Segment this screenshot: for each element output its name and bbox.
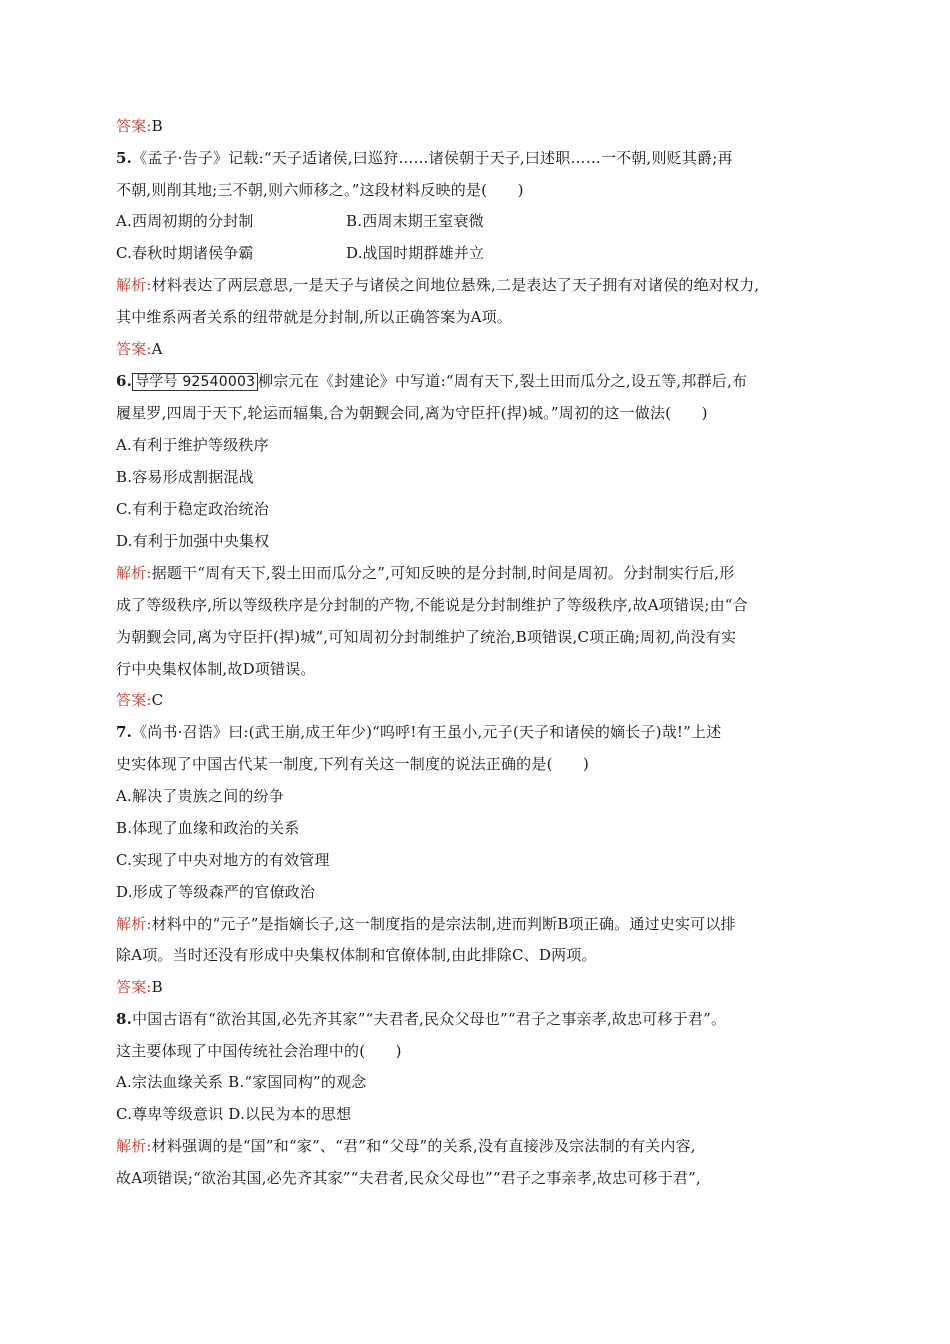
question-8-line-2: 这主要体现了中国传统社会治理中的( ) <box>116 1042 402 1060</box>
guide-number-tag: 导学号 92540003 <box>132 373 258 391</box>
option-b: B.容易形成割据混战 <box>116 468 254 486</box>
analysis-text: 材料强调的是“国”和“家”、“君”和“父母”的关系,没有直接涉及宗法制的有关内容, <box>151 1137 696 1155</box>
answer-label: 答案: <box>116 340 152 358</box>
analysis-line-1 <box>116 913 736 935</box>
question-number: 6. <box>116 372 133 390</box>
analysis-line-1 <box>116 274 759 296</box>
analysis-line-3: 为朝觐会同,离为守臣扞(捍)城”,可知周初分封制维护了统治,B项错误,C项正确;周初,尚没有实 <box>116 628 737 646</box>
analysis-line-1 <box>116 1135 696 1157</box>
analysis-text: 据题干“周有天下,裂土田而瓜分之”,可知反映的是分封制,时间是周初。分封制实行后,形 <box>151 564 735 582</box>
answer-line <box>116 115 163 137</box>
analysis-line-2: 故A项错误;“欲治其国,必先齐其家”“夫君者,民众父母也”“君子之事亲孝,故忠可移于君”, <box>116 1169 701 1187</box>
analysis-line-2: 成了等级秩序,所以等级秩序是分封制的产物,不能说是分封制维护了等级秩序,故A项错误;由“合 <box>116 596 748 614</box>
question-number: 5. <box>116 149 133 167</box>
analysis-line-2: 其中维系两者关系的纽带就是分封制,所以正确答案为A项。 <box>116 308 513 326</box>
question-number: 8. <box>116 1010 133 1028</box>
option-a: A.解决了贵族之间的纷争 <box>116 787 285 805</box>
question-7-line-1 <box>116 721 721 743</box>
question-number: 7. <box>116 723 133 741</box>
answer-value: A <box>151 340 163 358</box>
question-5-line-2: 不朝,则削其地;三不朝,则六师移之。”这段材料反映的是( ) <box>116 181 524 199</box>
option-d: D.形成了等级森严的官僚政治 <box>116 883 316 901</box>
options-row-2: C.尊卑等级意识 D.以民为本的思想 <box>116 1105 352 1123</box>
answer-label: 答案: <box>116 691 152 709</box>
question-5-options-row-2 <box>116 242 816 264</box>
analysis-label: 解析: <box>116 276 152 294</box>
option-d: D.战国时期群雄并立 <box>346 244 485 262</box>
question-8-line-1 <box>116 1008 726 1030</box>
analysis-line-1 <box>116 562 734 584</box>
answer-line <box>116 976 163 998</box>
answer-line <box>116 338 163 360</box>
option-c: C.有利于稳定政治统治 <box>116 500 269 518</box>
answer-line <box>116 689 163 711</box>
option-a: A.有利于维护等级秩序 <box>116 436 269 454</box>
analysis-text: 材料表达了两层意思,一是天子与诸侯之间地位悬殊,二是表达了天子拥有对诸侯的绝对权力, <box>151 276 760 294</box>
option-c: C.春秋时期诸侯争霸 <box>116 244 254 262</box>
question-7-line-2: 史实体现了中国古代某一制度,下列有关这一制度的说法正确的是( ) <box>116 755 590 773</box>
option-d: D.有利于加强中央集权 <box>116 532 270 550</box>
answer-value: C <box>151 691 164 709</box>
question-text: 《孟子·告子》记载:“天子适诸侯,曰巡狩……诸侯朝于天子,曰述职……一不朝,则贬其爵;再 <box>132 149 733 167</box>
analysis-line-4: 行中央集权体制,故D项错误。 <box>116 660 316 678</box>
option-a: A.西周初期的分封制 <box>116 212 254 230</box>
question-5-options-row-1 <box>116 210 816 232</box>
question-6-line-2: 履星罗,四周于天下,轮运而辐集,合为朝觐会同,离为守臣扞(捍)城。”周初的这一做法( ) <box>116 404 708 422</box>
analysis-line-2: 除A项。当时还没有形成中央集权体制和官僚体制,由此排除C、D两项。 <box>116 946 597 964</box>
analysis-text: 材料中的“元子”是指嫡长子,这一制度指的是宗法制,进而判断B项正确。通过史实可以排 <box>151 915 736 933</box>
options-row-1: A.宗法血缘关系 B.“家国同构”的观念 <box>116 1073 367 1091</box>
answer-label: 答案: <box>116 117 152 135</box>
question-text: 中国古语有“欲治其国,必先齐其家”“夫君者,民众父母也”“君子之事亲孝,故忠可移于君”。 <box>132 1010 727 1028</box>
question-6-line-1 <box>116 370 747 393</box>
question-5-line-1 <box>116 147 733 169</box>
question-text: 《尚书·召诰》曰:(武王崩,成王年少)“呜呼!有王虽小,元子(天子和诸侯的嫡长子)哉!”上述 <box>132 723 722 741</box>
analysis-label: 解析: <box>116 915 152 933</box>
analysis-label: 解析: <box>116 564 152 582</box>
option-b: B.体现了血缘和政治的关系 <box>116 819 300 837</box>
answer-value: B <box>151 978 163 996</box>
option-c: C.实现了中央对地方的有效管理 <box>116 851 330 869</box>
option-b: B.西周末期王室衰微 <box>346 212 484 230</box>
analysis-label: 解析: <box>116 1137 152 1155</box>
answer-value: B <box>151 117 163 135</box>
answer-label: 答案: <box>116 978 152 996</box>
question-text: 柳宗元在《封建论》中写道:“周有天下,裂土田而瓜分之,设五等,邦群后,布 <box>258 372 748 390</box>
